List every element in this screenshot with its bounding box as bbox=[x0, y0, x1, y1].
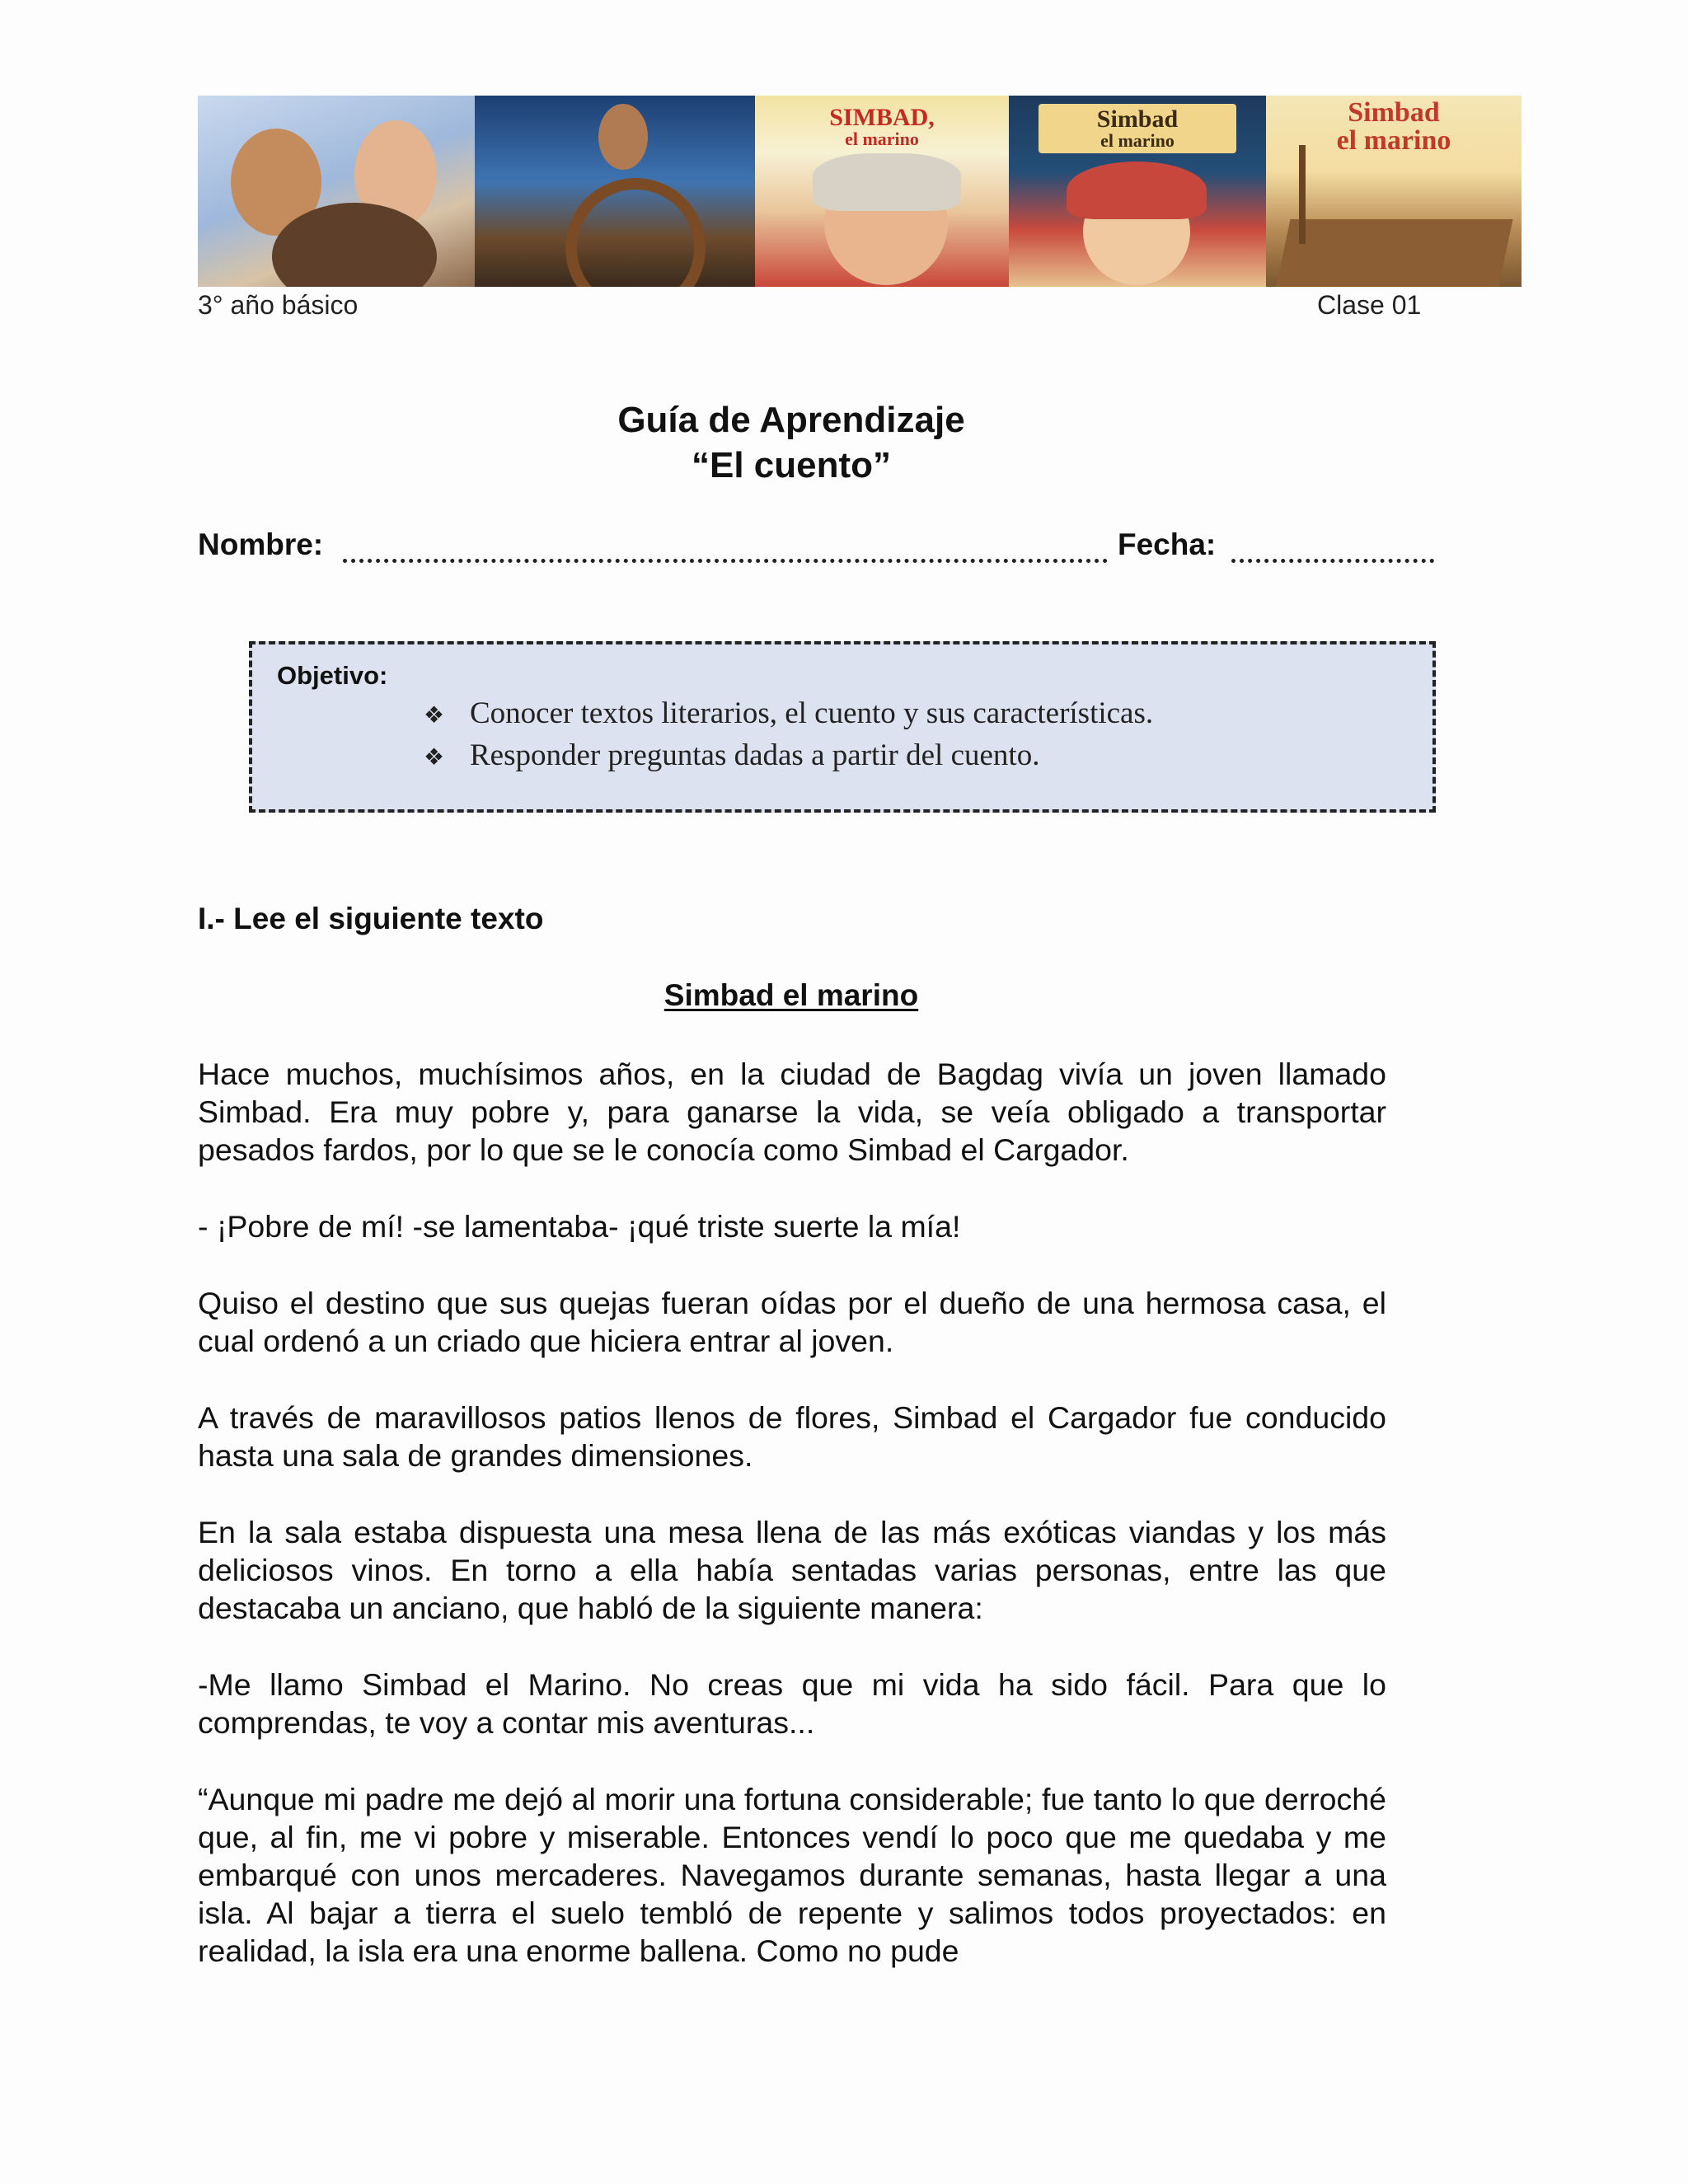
banner-image-ship-wheel bbox=[475, 96, 755, 287]
lesson-label: Clase 01 bbox=[1317, 290, 1422, 320]
grade-label: 3° año básico bbox=[198, 290, 359, 320]
section-heading: I.- Lee el siguiente texto bbox=[198, 902, 544, 935]
date-label: Fecha: bbox=[1118, 527, 1217, 561]
list-item: ❖ Conocer textos literarios, el cuento y sus características. bbox=[424, 694, 1153, 736]
ship-hull-icon bbox=[1274, 219, 1512, 287]
story-paragraph: Quiso el destino que sus quejas fueran oídas por el dueño de una hermosa casa, el cual ordenó a un criado que hiciera entrar al joven. bbox=[198, 1286, 1386, 1358]
diamond-bullet-icon: ❖ bbox=[424, 745, 445, 771]
story-paragraph: “Aunque mi padre me dejó al morir una fortuna considerable; fue tanto lo que derroché que, al fin, me vi pobre y miserable. Entonces vendí lo poco que me quedaba y me embarqué con unos mercaderes. Navegamos durante semanas, hasta llegar a una isla. Al bajar a tierra el suelo tembló de repente y salimos todos proyectados: en realidad, la isla era una enorme ballena. Como no pude bbox=[198, 1782, 1386, 1968]
banner-image-characters bbox=[198, 96, 475, 287]
student-info-row bbox=[198, 527, 1434, 569]
objective-label: Objetivo: bbox=[277, 661, 388, 690]
book-cover-title: SIMBAD, el marino bbox=[829, 104, 935, 149]
objective-box bbox=[249, 641, 1436, 813]
story-title: Simbad el marino bbox=[663, 978, 919, 1012]
mast-icon bbox=[1299, 145, 1306, 244]
header-banner bbox=[198, 96, 1522, 287]
date-field[interactable] bbox=[1231, 559, 1434, 563]
turban-icon bbox=[813, 153, 961, 211]
banner-image-book-cover-3 bbox=[1266, 96, 1522, 287]
banner-image-book-cover-1 bbox=[755, 96, 1009, 287]
book-cover-title: Simbad el marino bbox=[1039, 104, 1236, 153]
story-body bbox=[198, 1055, 1386, 1970]
story-paragraph: En la sala estaba dispuesta una mesa llena de las más exóticas viandas y los más deliciosos vinos. En torno a ella había sentadas varias personas, entre las que destacaba un anciano, que habló de la siguiente manera: bbox=[198, 1515, 1386, 1625]
story-paragraph: - ¡Pobre de mí! -se lamentaba- ¡qué triste suerte la mía! bbox=[198, 1209, 961, 1244]
ship-wheel-icon bbox=[565, 178, 706, 287]
page-subtitle: “El cuento” bbox=[691, 445, 892, 485]
list-item: ❖ Responder preguntas dadas a partir del cuento. bbox=[424, 736, 1153, 778]
book-cover-title: Simbad el marino bbox=[1336, 97, 1451, 156]
page-title: Guía de Aprendizaje bbox=[617, 400, 965, 440]
name-label: Nombre: bbox=[198, 527, 324, 561]
banner-image-book-cover-2 bbox=[1009, 96, 1266, 287]
story-paragraph: -Me llamo Simbad el Marino. No creas que mi vida ha sido fácil. Para que lo comprendas, te voy a contar mis aventuras... bbox=[198, 1667, 1386, 1740]
character-face-icon bbox=[598, 104, 648, 170]
name-field[interactable] bbox=[343, 559, 1108, 563]
diamond-bullet-icon: ❖ bbox=[424, 703, 445, 729]
objective-list bbox=[424, 694, 1153, 778]
turban-icon bbox=[1067, 162, 1207, 219]
story-paragraph: A través de maravillosos patios llenos de flores, Simbad el Cargador fue conducido hasta una sala de grandes dimensiones. bbox=[198, 1400, 1386, 1473]
story-paragraph: Hace muchos, muchísimos años, en la ciudad de Bagdag vivía un joven llamado Simbad. Era muy pobre y, para ganarse la vida, se veía obligado a transportar pesados fardos, por lo que se le conocía como Simbad el Cargador. bbox=[198, 1057, 1386, 1167]
